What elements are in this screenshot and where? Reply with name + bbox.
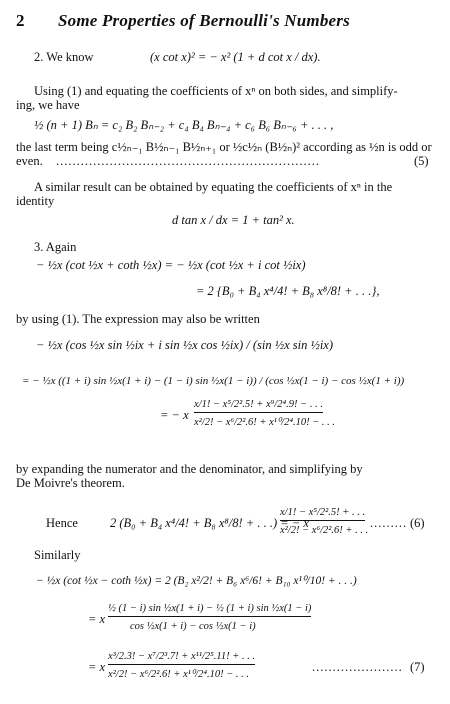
equation-cot-squared: (x cot x)² = − x² (1 + d cot x / dx).	[150, 50, 321, 64]
equation-written-3-denominator: x²/2! − x⁶/2².6! + x¹⁰/2⁴.10! − . . .	[194, 417, 336, 428]
paragraph-2-line-1: the last term being c½ₙ₋₁ B½ₙ₋₁ B½ₙ₊₁ or ½c½ₙ (B½ₙ)² according as ½n is odd or	[16, 140, 432, 154]
paragraph-2-line-2: even.	[16, 154, 43, 168]
equation-label-5: (5)	[414, 154, 429, 168]
equation-6-numerator: x/1! − x⁵/2².5! + . . .	[280, 506, 365, 521]
paragraph-4: by using (1). The expression may also be written	[16, 312, 260, 326]
section-3-intro: 3. Again	[34, 240, 77, 254]
equation-written-2: = − ½x ((1 + i) sin ½x(1 + i) − (1 − i) sin ½x(1 − i)) / (cos ½x(1 − i) − cos ½x(1 + i))	[22, 375, 405, 387]
equation-6-denominator: x²/2! − x⁶/2².6! + . . .	[280, 525, 369, 536]
leader-dots-7: ......................	[312, 660, 403, 674]
similarly-label: Similarly	[34, 548, 81, 562]
paragraph-1-line-1: Using (1) and equating the coefficients of xⁿ on both sides, and simplify-	[34, 84, 398, 98]
equation-6-lhs: 2 (B₀ + B₄ x⁴/4! + B₈ x⁸/8! + . . .) = − x	[110, 516, 309, 530]
leader-dots-5: ................................................................	[56, 154, 320, 168]
paragraph-1-line-2: ing, we have	[16, 98, 80, 112]
equation-written-1: − ½x (cos ½x sin ½ix + i sin ½x cos ½ix) / (sin ½x sin ½ix)	[36, 338, 334, 352]
running-title: Some Properties of Bernoulli's Numbers	[58, 11, 350, 30]
paragraph-3-line-1: A similar result can be obtained by equating the coefficients of xⁿ in the	[34, 180, 393, 194]
equation-7-numerator: x³/2.3! − x⁷/2³.7! + x¹¹/2⁵.11! + . . .	[108, 650, 255, 665]
equation-similarly-2-denominator: cos ½x(1 + i) − cos ½x(1 − i)	[130, 621, 256, 632]
equation-similarly-1: − ½x (cot ½x − coth ½x) = 2 (B₂ x²/2! + B₆ x⁶/6! + B₁₀ x¹⁰/10! + . . .)	[36, 575, 357, 587]
equation-label-7: (7)	[410, 660, 425, 674]
equation-again-1: − ½x (cot ½x + coth ½x) = − ½x (cot ½x + i cot ½ix)	[36, 258, 306, 272]
hence-label: Hence	[46, 516, 78, 530]
equation-similarly-2-numerator: ½ (1 − i) sin ½x(1 + i) − ½ (1 + i) sin ½x(1 − i)	[108, 602, 311, 617]
paragraph-3-line-2: identity	[16, 194, 55, 208]
equation-tan-derivative: d tan x / dx = 1 + tan² x.	[172, 213, 295, 227]
equation-7-denominator: x²/2! − x⁶/2².6! + x¹⁰/2⁴.10! − . . .	[108, 669, 250, 680]
paragraph-5-line-2: De Moivre's theorem.	[16, 476, 125, 490]
page-number: 2	[16, 11, 25, 30]
equation-7-eq: = x	[88, 660, 106, 674]
paragraph-5-line-1: by expanding the numerator and the denominator, and simplifying by	[16, 462, 363, 476]
equation-similarly-2-eq: = x	[88, 612, 106, 626]
equation-recurrence: ½ (n + 1) Bₙ = c₂ B₂ Bₙ₋₂ + c₄ B₄ Bₙ₋₄ + c₆ B₆ Bₙ₋₆ + . . . ,	[34, 118, 334, 132]
equation-written-3-lhs: = − x	[160, 408, 189, 422]
equation-label-6: (6)	[410, 516, 425, 530]
leader-dots-6: .........	[370, 516, 408, 530]
equation-again-2: = 2 {B₀ + B₄ x⁴/4! + B₈ x⁸/8! + . . .},	[196, 284, 380, 298]
section-2-intro: 2. We know	[34, 50, 94, 64]
equation-written-3-numerator: x/1! − x⁵/2².5! + x⁹/2⁴.9! − . . .	[194, 398, 323, 413]
